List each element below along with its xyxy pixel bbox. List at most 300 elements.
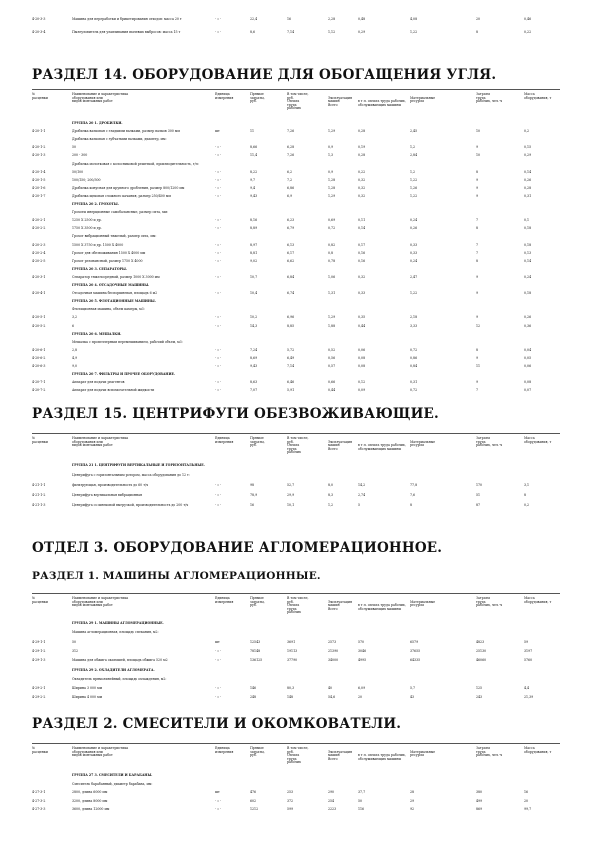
cell-v7: 0,06 — [524, 364, 532, 368]
cell-v2: 6,46 — [287, 380, 295, 385]
cell-code: 4-20-3-4 — [32, 30, 46, 34]
cell-unit: - « - — [215, 169, 222, 174]
cell-v6: 243 — [476, 695, 483, 700]
cell-v5: 2,18 — [410, 315, 418, 320]
cell-v4: 0,28 — [358, 153, 366, 158]
cell-v3: 1,12 — [328, 30, 336, 34]
cell-code: 4-20-2-4 — [32, 250, 46, 255]
cell-name: Пылеуловитель для улавливания пылевых выбросов: масса 15 т — [72, 30, 181, 34]
cell-v2: 372 — [287, 798, 294, 803]
cell-v6: 25130 — [476, 648, 487, 653]
cell-v2: 7,2 — [287, 177, 293, 182]
cell-v4: 0,35 — [358, 315, 366, 320]
cell-unit: - « - — [215, 493, 222, 497]
header-v6: Затраты труда рабочих, чел.-ч — [476, 596, 503, 608]
cell-v1: 9,43 — [250, 364, 258, 368]
cell-name: Машина агломерационная, площадь спекания, м2: — [72, 630, 159, 635]
cell-v7: 0,14 — [524, 169, 532, 174]
cell-v3: 1,29 — [328, 129, 336, 134]
cell-v5: 0,72 — [410, 347, 418, 352]
cell-v6: 9 — [476, 380, 479, 385]
cell-v2: 7,14 — [287, 30, 295, 34]
cell-v1: 7,07 — [250, 388, 258, 393]
cell-v4: 5 — [358, 503, 361, 507]
cell-code: 4-29-2-1 — [32, 686, 46, 691]
cell-v2: 19113 — [287, 648, 298, 653]
cell-v2: 6,62 — [287, 258, 295, 263]
header-v3: Эксплуатация машин Всего — [328, 599, 352, 611]
header-v1: Прямые затраты, руб. — [250, 436, 265, 448]
cell-code: 4-27-3-2 — [32, 798, 46, 803]
cell-v3: 0,56 — [328, 355, 336, 360]
cell-v7: 16 — [524, 790, 529, 794]
cell-code: 4-27-3-1 — [32, 790, 46, 794]
header-unit: Единица измерения — [215, 596, 234, 604]
cell-v1: 9,7 — [250, 177, 256, 182]
cell-name: 100/150; 200/300 — [72, 177, 101, 182]
cell-v7: 3,1 — [524, 483, 530, 487]
cell-unit: - « - — [215, 258, 222, 263]
cell-unit: - « - — [215, 30, 222, 34]
cell-v3: 2223 — [328, 807, 337, 811]
cell-v1: 9,43 — [250, 193, 258, 198]
cell-unit: - « - — [215, 347, 222, 352]
cell-name: Ширина 4 000 мм — [72, 695, 103, 700]
header-v6: Затраты труда рабочих, чел.-ч — [476, 92, 503, 104]
cell-v7: 0,15 — [524, 145, 532, 150]
cell-v2: 7,26 — [287, 129, 295, 134]
cell-name: 1500 Х 3750 и др. 1500 Х 4000 — [72, 242, 124, 247]
cell-v5: 0,26 — [410, 226, 418, 231]
otdel-3-title: ОТДЕЛ 3. ОБОРУДОВАНИЕ АГЛОМЕРАЦИОННОЕ. — [32, 540, 443, 556]
cell-v5: 0,24 — [410, 218, 418, 223]
cell-v4: 0,44 — [358, 323, 366, 328]
cell-v1: 22,4 — [250, 17, 258, 21]
cell-v7: 0,26 — [524, 315, 532, 320]
cell-v2: 599 — [287, 807, 294, 811]
cell-v2: 6,84 — [287, 274, 295, 279]
cell-v6: 46060 — [476, 658, 487, 663]
cell-v3: 0,82 — [328, 242, 336, 247]
cell-v4: 0,33 — [358, 291, 366, 296]
cell-v7: 0,08 — [524, 380, 532, 385]
cell-v4: 0,09 — [358, 388, 366, 393]
cell-code: 4-20-1-4 — [32, 169, 46, 174]
cell-v2: 6,28 — [287, 145, 295, 150]
cell-name: ГРУППА 20 5. ФЛОТАЦИОННЫЕ МАШИНЫ. — [72, 299, 156, 304]
cell-v6: 9 — [476, 291, 479, 296]
cell-v1: 8,97 — [250, 242, 258, 247]
cell-v1: 11 — [250, 129, 255, 134]
cell-unit: - « - — [215, 798, 222, 803]
cell-v3: 1,3 — [328, 153, 334, 158]
cell-v4: 0,06 — [358, 347, 366, 352]
cell-unit: - « - — [215, 380, 222, 385]
cell-name: Машина для переработки и брикетирования отходов: масса 20 т — [72, 17, 182, 21]
cell-v2: 7,26 — [287, 153, 295, 158]
cell-v2: 5,91 — [287, 388, 295, 393]
cell-v7: 0,05 — [524, 355, 532, 360]
cell-v1: 8,66 — [250, 145, 258, 150]
cell-v7: 0,2 — [524, 503, 530, 507]
cell-name: ГРУППА 20 1. ДРОБИЛКИ. — [72, 121, 123, 125]
cell-v4: 0,11 — [358, 218, 366, 223]
cell-name: ГРУППА 21 1. ЦЕНТРИФУГИ ВЕРТИКАЛЬНЫЕ И ГОРИЗОНТАЛЬНЫЕ. — [72, 463, 205, 467]
cell-v7: 0,24 — [524, 274, 532, 279]
cell-code: 4-21-1-1 — [32, 483, 46, 487]
cell-v1: 9,4 — [250, 185, 256, 190]
header-v4: в т.ч. оплата труда рабочих, обслуживающих машины — [358, 99, 406, 107]
cell-v4: 20 — [358, 695, 363, 700]
group-heading-row — [0, 464, 595, 473]
cell-v4: 50 — [358, 798, 363, 803]
cell-code: 4-20-1-5 — [32, 177, 46, 182]
cell-v3: 0,8 — [328, 250, 334, 255]
header-v4: в т.ч. оплата труда рабочих, обслуживающих машины — [358, 443, 406, 451]
cell-v6: 7 — [476, 218, 479, 223]
table-header-s14 — [0, 92, 595, 111]
cell-name: ГРУППА 29 1. МАШИНЫ АГЛОМЕРАЦИОННЫЕ. — [72, 621, 164, 625]
cell-code: 4-29-1-1 — [32, 639, 46, 644]
cell-unit: - « - — [215, 17, 222, 21]
cell-v3: 0,9 — [328, 145, 334, 150]
cell-name: ГРУППА 29 2. ОХЛАДИТЕЛИ АГЛОМЕРАТА. — [72, 667, 155, 672]
cell-v4: 0,22 — [358, 169, 366, 174]
header-v7: Масса оборудования, т — [524, 596, 552, 604]
cell-v7: 3197 — [524, 648, 533, 653]
cell-unit: - « - — [215, 242, 222, 247]
cell-v6: 51 — [476, 493, 481, 497]
cell-v4: 3046 — [358, 648, 367, 653]
cell-v7: 21,39 — [524, 695, 534, 700]
cell-code: 4-21-1-2 — [32, 493, 46, 497]
cell-v6: 8 — [476, 169, 479, 174]
cell-v4: 0,28 — [358, 129, 366, 134]
cell-v7: 0,18 — [524, 226, 532, 231]
cell-v2: 253 — [287, 790, 294, 794]
header-v5: Материальные ресурсы — [410, 439, 436, 448]
cell-v3: 2573 — [328, 639, 337, 644]
cell-unit: - « - — [215, 807, 222, 811]
header-name: Наименование и характеристика оборудования или видов монтажных работ — [72, 92, 129, 104]
table-row — [0, 389, 595, 398]
cell-name: Ширина 3 000 мм — [72, 686, 103, 691]
cell-v7: 0,07 — [524, 388, 532, 393]
cell-v3: 1,2 — [328, 503, 334, 507]
cell-v1: 16 — [250, 503, 255, 507]
cell-unit: - « - — [215, 291, 222, 296]
header-code: № расценки — [32, 596, 48, 604]
cell-name: 3,2 — [72, 315, 78, 320]
header-unit: Единица измерения — [215, 746, 234, 754]
cell-name: Грохот вибрационный тяжелый, размер сита, мм: — [72, 234, 157, 239]
cell-v1: 8,16 — [250, 218, 258, 223]
cell-v6: 7 — [476, 388, 479, 393]
cell-name: ГРУППА 27 3. СМЕСИТЕЛИ И БАРАБАНЫ. — [72, 773, 153, 777]
cell-code: 4-29-2-2 — [32, 695, 46, 700]
cell-name: ГРУППА 20 3. СЕПАРАТОРЫ. — [72, 266, 127, 271]
cell-name: Центрифуга со шнековой выгрузкой, производительность до 200 т/ч — [72, 503, 189, 507]
cell-v5: 2,47 — [410, 274, 418, 279]
razdel-1-title: РАЗДЕЛ 1. МАШИНЫ АГЛОМЕРАЦИОННЫЕ. — [32, 570, 321, 582]
header-v1: Прямые затраты, руб. — [250, 92, 265, 104]
cell-v4: 0,12 — [358, 380, 366, 385]
header-v6: Затраты труда рабочих, чел.-ч — [476, 746, 503, 758]
cell-v3: 1,28 — [328, 177, 336, 182]
cell-v7: 0,18 — [524, 291, 532, 296]
cell-v5: 2,45 — [410, 129, 418, 134]
cell-v4: 4995 — [358, 658, 367, 663]
cell-name: 9,0 — [72, 364, 78, 368]
header-v2: В том числе, руб. Оплата труда рабочих — [287, 92, 309, 111]
cell-v6: 10 — [476, 129, 481, 134]
cell-code: 4-20-5-2 — [32, 323, 46, 328]
cell-v3: 54,6 — [328, 695, 336, 700]
cell-v7: 0,1 — [524, 218, 530, 223]
cell-v7: 0,28 — [524, 185, 532, 190]
cell-code: 4-27-3-3 — [32, 807, 46, 811]
header-v7: Масса оборудования, т — [524, 436, 552, 444]
header-v3: Эксплуатация машин Всего — [328, 749, 352, 761]
cell-v6: 7 — [476, 250, 479, 255]
cell-v7: 59 — [524, 639, 529, 644]
cell-v7: 0,04 — [524, 347, 532, 352]
table-row — [0, 659, 595, 668]
cell-v5: 1,22 — [410, 177, 418, 182]
header-v3: Эксплуатация машин Всего — [328, 95, 352, 107]
cell-v7: 0,29 — [524, 153, 532, 158]
cell-name: 3600, длина 12000 мм — [72, 807, 110, 811]
header-v6: Затраты труда рабочих, чел.-ч — [476, 436, 503, 448]
cell-v4: 0,16 — [358, 250, 366, 255]
cell-v5: 37655 — [410, 648, 421, 653]
header-v2: В том числе, руб. Оплата труда рабочих — [287, 746, 309, 765]
cell-unit: - « - — [215, 185, 222, 190]
header-v7: Масса оборудования, т — [524, 92, 552, 100]
cell-v4: 0,32 — [358, 274, 366, 279]
cell-name: 2800, длина 6000 мм — [72, 790, 108, 794]
cell-v5: 1,2 — [410, 169, 416, 174]
cell-v3: 1,88 — [328, 323, 336, 328]
cell-code: 4-21-1-3 — [32, 503, 46, 507]
header-v4: в т.ч. оплата труда рабочих, обслуживающих машины — [358, 753, 406, 761]
cell-name: ГРУППА 20 4. ОТСАДОЧНЫЕ МАШИНЫ. — [72, 283, 150, 287]
cell-v5: 2,84 — [410, 153, 418, 158]
cell-v1: 78,9 — [250, 493, 258, 497]
cell-v1: 78148 — [250, 648, 261, 653]
cell-v1: 476 — [250, 790, 257, 794]
cell-v1: 9,02 — [250, 258, 258, 263]
cell-name: ГРУППА 20 6. МЕШАЛКИ. — [72, 331, 122, 336]
cell-v5: 77,8 — [410, 483, 418, 487]
cell-v2: 6,74 — [287, 291, 295, 296]
cell-code: 4-20-3-3 — [32, 17, 46, 21]
cell-v4: 0,08 — [358, 355, 366, 360]
cell-name: 1250 Х 2500 и др. — [72, 218, 102, 223]
cell-unit: - « - — [215, 695, 222, 700]
cell-v4: 6,09 — [358, 686, 366, 691]
cell-v3: 0,69 — [328, 218, 336, 223]
cell-v3: 0,78 — [328, 258, 336, 263]
cell-v5: 0,24 — [410, 258, 418, 263]
cell-v4: 0,08 — [358, 364, 366, 368]
table-row — [0, 494, 595, 503]
cell-code: 4-20-1-7 — [32, 193, 46, 198]
cell-name: Центрифуга вертикальная вибрационная — [72, 493, 143, 497]
cell-v4: 2,74 — [358, 493, 366, 497]
header-v5: Материальные ресурсы — [410, 95, 436, 104]
cell-code: 4-29-1-2 — [32, 648, 46, 653]
cell-v4: 0,32 — [358, 177, 366, 182]
cell-v6: 9 — [476, 177, 479, 182]
cell-v5: 0,84 — [410, 364, 418, 368]
cell-code: 4-20-2-3 — [32, 242, 46, 247]
cell-v2: 29,9 — [287, 493, 295, 497]
header-v1: Прямые затраты, руб. — [250, 746, 265, 758]
table-row — [0, 484, 595, 493]
cell-name: 1750 Х 3500 и др. — [72, 226, 102, 231]
table-row — [0, 696, 595, 705]
table-row — [0, 641, 595, 650]
cell-v3: 0,52 — [328, 347, 336, 352]
cell-name: Дробилка валковая с зубчатыми валками, диаметр, мм: — [72, 137, 167, 142]
cell-v7: 0,22 — [524, 30, 532, 34]
cell-v3: 0,72 — [328, 226, 336, 231]
cell-name: Дробилка щековая сложного качания, размер 250/400 мм — [72, 193, 171, 198]
cell-v5: 29 — [410, 798, 415, 803]
cell-v1: 8,63 — [250, 380, 258, 385]
cell-v5: 0,33 — [410, 242, 418, 247]
cell-v5: 1,22 — [410, 193, 418, 198]
cell-v2: 8,85 — [287, 323, 295, 328]
cell-name: Охладитель прямолинейный, площадь охлаждения, м2: — [72, 676, 167, 681]
cell-name: 50 — [72, 145, 77, 150]
cell-unit: - « - — [215, 218, 222, 223]
cell-v6: 8 — [476, 258, 479, 263]
cell-code: 4-20-2-1 — [32, 218, 46, 223]
cell-unit: - « - — [215, 686, 222, 691]
cell-v4: 0,16 — [358, 258, 366, 263]
cell-v2: 5,72 — [287, 347, 295, 352]
cell-unit: - « - — [215, 658, 222, 663]
cell-v3: 1,31 — [328, 291, 336, 296]
cell-v3: 290 — [328, 790, 335, 794]
cell-v1: 136125 — [250, 658, 263, 663]
cell-name: 6 — [72, 323, 75, 328]
cell-v3: 1,06 — [328, 274, 336, 279]
section-15-title: РАЗДЕЛ 15. ЦЕНТРИФУГИ ОБЕЗВОЖИВАЮЩИЕ. — [32, 406, 439, 422]
cell-v1: 602 — [250, 798, 257, 803]
cell-code: 4-20-6-1 — [32, 347, 46, 352]
cell-v1: 8,22 — [250, 169, 258, 174]
cell-v6: 20 — [476, 17, 481, 21]
cell-code: 4-20-4-1 — [32, 291, 46, 296]
cell-v3: 1,29 — [328, 193, 336, 198]
cell-v2: 3691 — [287, 639, 296, 644]
cell-v5: 5,7 — [410, 686, 416, 691]
cell-unit: - « - — [215, 483, 222, 487]
cell-v5: 8 — [410, 503, 413, 507]
table-row — [0, 631, 595, 640]
cell-unit: - « - — [215, 145, 222, 150]
cell-v7: 0,26 — [524, 177, 532, 182]
header-code: № расценки — [32, 436, 48, 444]
cell-v3: 8,0 — [328, 483, 334, 487]
header-unit: Единица измерения — [215, 92, 234, 100]
cell-code: 4-20-7-2 — [32, 388, 46, 393]
cell-v7: 0,2 — [524, 129, 530, 134]
cell-v2: 16 — [287, 17, 292, 21]
table-divider — [32, 593, 560, 594]
cell-v2: 6,9 — [287, 193, 293, 198]
cell-v5: 6579 — [410, 639, 419, 644]
cell-unit: - « - — [215, 274, 222, 279]
cell-code: 4-20-1-2 — [32, 145, 46, 150]
cell-code: 4-20-6-3 — [32, 364, 46, 368]
cell-v7: 0,31 — [524, 193, 532, 198]
cell-v5: 1,22 — [410, 30, 418, 34]
cell-name: фильтрующая, производительность до 60 т/ч — [72, 483, 149, 487]
cell-unit: шт — [215, 129, 220, 134]
cell-v3: 0,66 — [328, 380, 336, 385]
cell-v6: 9 — [476, 185, 479, 190]
header-v3: Эксплуатация машин Всего — [328, 439, 352, 451]
cell-v3: 1,28 — [328, 185, 336, 190]
cell-code: 4-20-6-2 — [32, 355, 46, 360]
cell-v2: 148 — [287, 695, 294, 700]
cell-v4: 0,17 — [358, 242, 366, 247]
cell-v4: 0,14 — [358, 226, 366, 231]
cell-name: 4,9 — [72, 355, 78, 360]
cell-v6: 9 — [476, 145, 479, 150]
header-name: Наименование и характеристика оборудования или видов монтажных работ — [72, 436, 129, 448]
cell-name: Машина для обжига окатышей, площадь обжига 520 м2 — [72, 658, 168, 663]
cell-v7: 4,4 — [524, 686, 530, 691]
cell-v2: 6,23 — [287, 218, 295, 223]
cell-v1: 248 — [250, 695, 257, 700]
header-name: Наименование и характеристика оборудования или видов монтажных работ — [72, 746, 129, 758]
cell-v3: 34000 — [328, 658, 339, 663]
cell-v1: 8,81 — [250, 250, 258, 255]
table-header-s15 — [0, 436, 595, 455]
cell-code: 4-20-1-6 — [32, 185, 46, 190]
header-code: № расценки — [32, 746, 48, 754]
cell-name: 2,8 — [72, 347, 78, 352]
cell-v6: 380 — [476, 790, 483, 794]
cell-unit: шт — [215, 639, 220, 644]
cell-v5: 0,33 — [410, 250, 418, 255]
cell-v1: 98 — [250, 483, 255, 487]
cell-name: Дробилка валковая с гладкими валками, размер валков 300 мм — [72, 129, 180, 134]
cell-v6: 125 — [476, 686, 483, 691]
cell-code: 4-20-2-5 — [32, 258, 46, 263]
cell-v6: 9 — [476, 274, 479, 279]
cell-v3: 2,28 — [328, 17, 336, 21]
cell-name: 200 - 300 — [72, 153, 88, 158]
cell-unit: - « - — [215, 315, 222, 320]
cell-v2: 37790 — [287, 658, 298, 663]
cell-name: Сепаратор тяжелосредный, размер 1000 Х 3000 мм — [72, 274, 160, 279]
cell-name: Аппарат для подачи реагентов — [72, 380, 125, 385]
cell-v2: 10,1 — [287, 503, 295, 507]
cell-v1: 1212 — [250, 807, 259, 811]
header-unit: Единица измерения — [215, 436, 234, 444]
header-v5: Материальные ресурсы — [410, 749, 436, 758]
cell-v1: 10,2 — [250, 315, 258, 320]
cell-name: 50 — [72, 639, 77, 644]
header-v2: В том числе, руб. Оплата труда рабочих — [287, 596, 309, 615]
cell-unit: - « - — [215, 364, 222, 368]
